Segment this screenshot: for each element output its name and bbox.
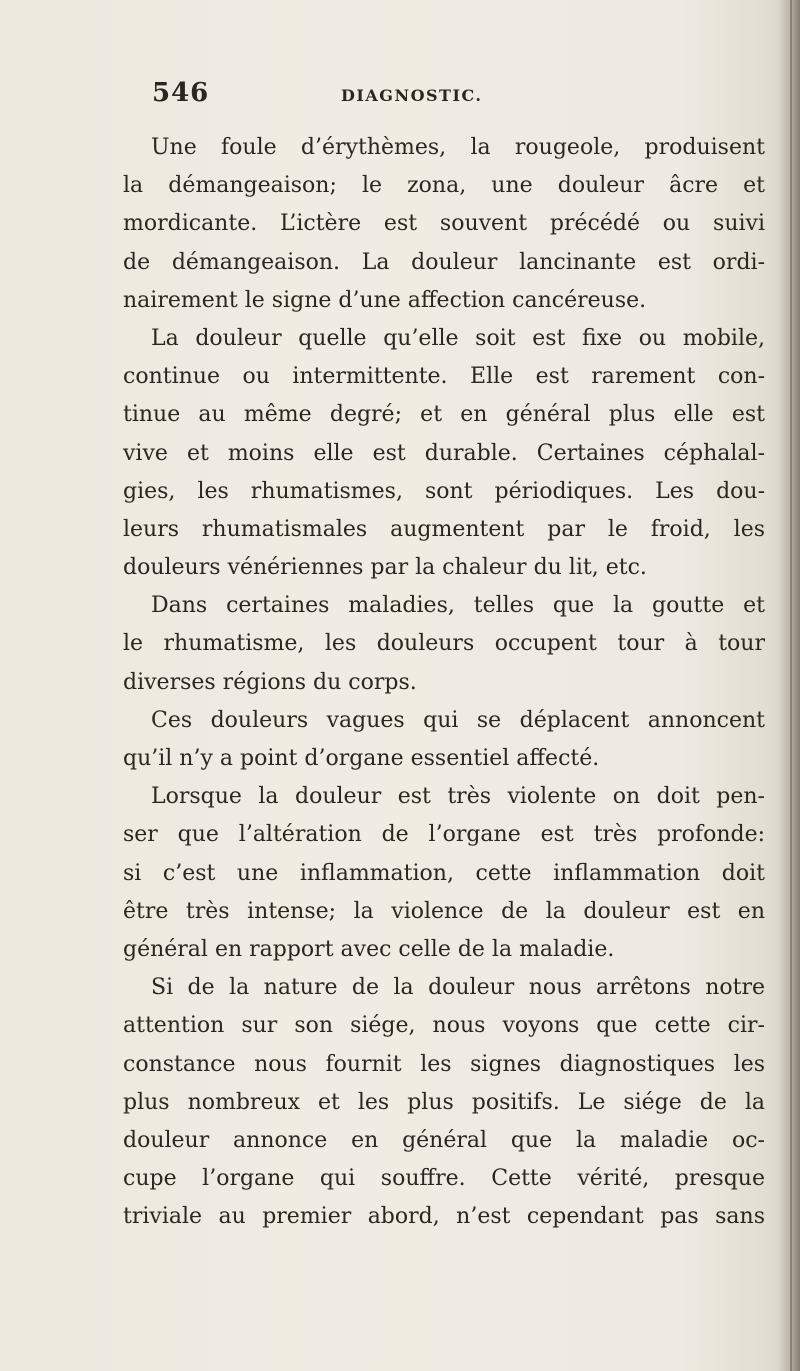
text-line: Dans certaines maladies, telles que la goutte et (151, 593, 765, 619)
running-head (0, 76, 800, 116)
text-line: vive et moins elle est durable. Certaines céphalal- (123, 440, 765, 466)
page-edge-line (790, 0, 792, 1371)
page-number: 546 (152, 78, 210, 108)
text-line: gies, les rhumatismes, sont périodiques. Les dou- (123, 478, 765, 504)
text-line: plus nombreux et les plus positifs. Le siége de la (123, 1089, 765, 1115)
text-line: continue ou intermittente. Elle est rarement con- (123, 364, 765, 390)
text-line: Lorsque la douleur est très violente on doit pen- (151, 784, 765, 810)
text-line: La douleur quelle qu’elle soit est fixe ou mobile, (151, 325, 765, 351)
text-line: le rhumatisme, les douleurs occupent tour à tour (123, 631, 765, 657)
text-line: tinue au même degré; et en général plus elle est (123, 402, 765, 428)
running-title: DIAGNOSTIC. (341, 86, 483, 105)
text-line: diverses régions du corps. (123, 669, 417, 695)
text-line: Ces douleurs vagues qui se déplacent annoncent (151, 707, 765, 733)
text-line: douleurs vénériennes par la chaleur du lit, etc. (123, 555, 647, 581)
text-line: constance nous fournit les signes diagnostiques les (123, 1051, 765, 1077)
text-line: Une foule d’érythèmes, la rougeole, produisent (151, 135, 765, 160)
text-line: nairement le signe d’une affection cancéreuse. (123, 287, 647, 313)
text-line: qu’il n’y a point d’organe essentiel affecté. (123, 746, 600, 771)
text-line: de démangeaison. La douleur lancinante est ordi- (123, 249, 765, 275)
text-line: général en rapport avec celle de la maladie. (123, 936, 615, 962)
text-line: cupe l’organe qui souffre. Cette vérité, presque (123, 1166, 765, 1192)
text-line: ser que l’altération de l’organe est très profonde: (123, 822, 765, 848)
text-line: Si de la nature de la douleur nous arrêtons notre (151, 975, 765, 1001)
body-text (123, 129, 765, 1236)
text-line: être très intense; la violence de la douleur est en (123, 898, 765, 924)
text-line: mordicante. L’ictère est souvent précédé ou suivi (123, 211, 765, 237)
text-line: douleur annonce en général que la maladie oc- (123, 1127, 765, 1153)
text-line: attention sur son siége, nous voyons que cette cir- (123, 1013, 765, 1039)
page-edge-shadow (778, 0, 800, 1371)
text-line: la démangeaison; le zona, une douleur âcre et (123, 173, 765, 199)
text-line: triviale au premier abord, n’est cependant pas sans (123, 1204, 765, 1230)
text-line: leurs rhumatismales augmentent par le froid, les (123, 516, 765, 542)
text-line: si c’est une inflammation, cette inflammation doit (123, 860, 765, 886)
